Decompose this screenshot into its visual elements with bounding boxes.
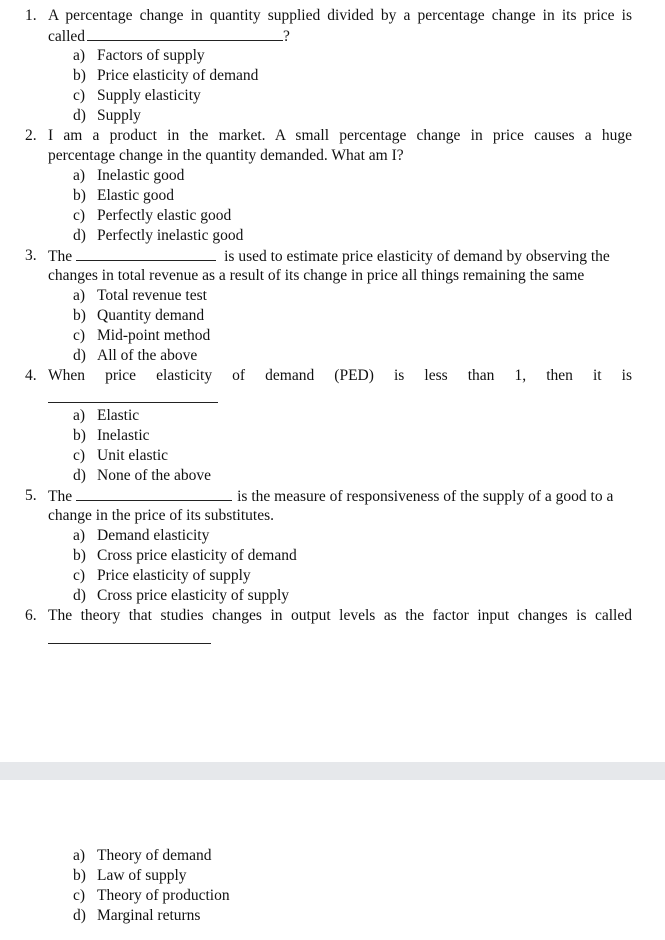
question-text: A percentage change in quantity supplied divided by a percentage change in its price is bbox=[48, 7, 632, 24]
option-a[interactable]: a) Inelastic good bbox=[73, 167, 185, 184]
question-text: The is used to estimate price elasticity of demand by observing the bbox=[48, 248, 610, 265]
option-d[interactable]: d) All of the above bbox=[73, 347, 198, 364]
option-b[interactable]: b) Inelastic bbox=[73, 427, 150, 444]
answer-blank[interactable] bbox=[48, 402, 218, 403]
option-a[interactable]: a) Theory of demand bbox=[73, 847, 212, 864]
answer-blank[interactable] bbox=[76, 486, 232, 501]
question-number: 1. bbox=[25, 7, 37, 24]
option-c[interactable]: c) Unit elastic bbox=[73, 447, 169, 464]
option-b[interactable]: b) Price elasticity of demand bbox=[73, 67, 259, 84]
question-text: The is the measure of responsiveness of the supply of a good to a bbox=[48, 488, 614, 505]
option-c[interactable]: c) Theory of production bbox=[73, 887, 230, 904]
option-d[interactable]: d) None of the above bbox=[73, 467, 212, 484]
answer-blank[interactable] bbox=[76, 246, 216, 261]
option-b[interactable]: b) Quantity demand bbox=[73, 307, 205, 324]
question-text-continued: change in the price of its substitutes. bbox=[48, 507, 274, 524]
option-a[interactable]: a) Demand elasticity bbox=[73, 527, 210, 544]
option-b[interactable]: b) Law of supply bbox=[73, 867, 187, 884]
option-d[interactable]: d) Marginal returns bbox=[73, 907, 201, 924]
question-text: The theory that studies changes in output levels as the factor input changes is called bbox=[48, 607, 632, 624]
question-text: I am a product in the market. A small percentage change in price causes a huge bbox=[48, 127, 632, 144]
option-a[interactable]: a) Elastic bbox=[73, 407, 140, 424]
question-text-continued: called ? bbox=[48, 28, 290, 45]
option-d[interactable]: d) Cross price elasticity of supply bbox=[73, 587, 289, 604]
answer-blank[interactable] bbox=[48, 643, 211, 644]
option-d[interactable]: d) Perfectly inelastic good bbox=[73, 227, 244, 244]
question-text: When price elasticity of demand (PED) is less than 1, then it is bbox=[48, 367, 632, 384]
option-a[interactable]: a) Factors of supply bbox=[73, 47, 205, 64]
option-c[interactable]: c) Mid-point method bbox=[73, 327, 211, 344]
question-number: 5. bbox=[25, 487, 37, 504]
option-b[interactable]: b) Elastic good bbox=[73, 187, 175, 204]
option-b[interactable]: b) Cross price elasticity of demand bbox=[73, 547, 297, 564]
question-number: 3. bbox=[25, 247, 37, 264]
question-text-continued: percentage change in the quantity demanded. What am I? bbox=[48, 147, 404, 164]
answer-blank[interactable] bbox=[87, 26, 283, 41]
option-c[interactable]: c) Price elasticity of supply bbox=[73, 567, 251, 584]
document-page-2 bbox=[0, 780, 665, 940]
question-text-continued: changes in total revenue as a result of its change in price all things remaining the same bbox=[48, 267, 585, 284]
question-number: 4. bbox=[25, 367, 37, 384]
question-number: 6. bbox=[25, 607, 37, 624]
page-break bbox=[0, 762, 665, 780]
option-d[interactable]: d) Supply bbox=[73, 107, 141, 124]
option-c[interactable]: c) Perfectly elastic good bbox=[73, 207, 232, 224]
option-c[interactable]: c) Supply elasticity bbox=[73, 87, 201, 104]
option-a[interactable]: a) Total revenue test bbox=[73, 287, 207, 304]
question-number: 2. bbox=[25, 127, 37, 144]
